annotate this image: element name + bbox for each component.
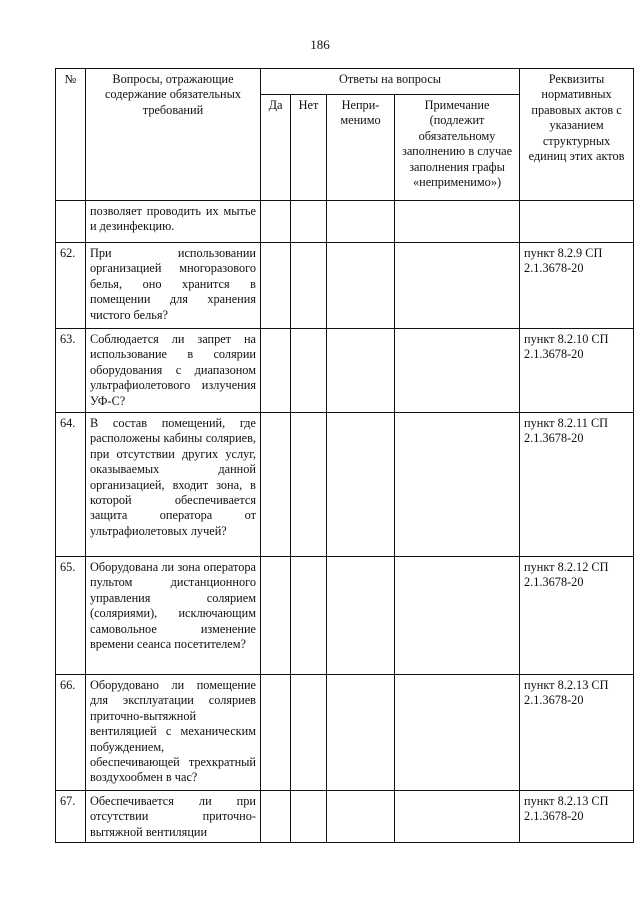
- table-row: [56, 557, 634, 675]
- row-reference: пункт 8.2.11 СП 2.1.3678-20: [520, 413, 634, 557]
- answer-no-cell: [291, 791, 327, 843]
- table-row: [56, 201, 634, 243]
- row-number: 62.: [56, 243, 86, 329]
- answer-note-cell: [395, 201, 520, 243]
- answer-note-cell: [395, 329, 520, 413]
- answer-no-cell: [291, 329, 327, 413]
- checklist-table: [55, 68, 634, 843]
- header-answers: Ответы на вопросы: [261, 69, 520, 95]
- answer-yes-cell: [261, 201, 291, 243]
- header-requisites: Реквизиты нормативных правовых актов с указанием структурных единиц этих актов: [520, 69, 634, 201]
- answer-note-cell: [395, 413, 520, 557]
- answer-na-cell: [327, 557, 395, 675]
- table-row: [56, 675, 634, 791]
- answer-na-cell: [327, 791, 395, 843]
- answer-yes-cell: [261, 557, 291, 675]
- header-questions: Вопросы, отражающие содержание обязательных требований: [86, 69, 261, 201]
- answer-yes-cell: [261, 243, 291, 329]
- page-number: 186: [310, 37, 330, 52]
- row-question: При использовании организацией многоразового белья, оно хранится в помещении для хранения чистого белья?: [86, 243, 261, 329]
- answer-yes-cell: [261, 329, 291, 413]
- answer-yes-cell: [261, 791, 291, 843]
- answer-na-cell: [327, 329, 395, 413]
- answer-na-cell: [327, 413, 395, 557]
- row-number: 64.: [56, 413, 86, 557]
- table-row: [56, 791, 634, 843]
- header-note: Примечание (подлежит обязательному заполнению в случае заполнения графы «неприменимо»): [395, 95, 520, 201]
- table-body: [56, 201, 634, 843]
- row-reference: пункт 8.2.10 СП 2.1.3678-20: [520, 329, 634, 413]
- row-reference: пункт 8.2.13 СП 2.1.3678-20: [520, 675, 634, 791]
- table-row: [56, 413, 634, 557]
- row-question: позволяет проводить их мытье и дезинфекцию.: [86, 201, 261, 243]
- row-question: Оборудована ли зона оператора пультом дистанционного управления солярием (соляриями), исключающим самовольное изменение времени сеанса посетителем?: [86, 557, 261, 675]
- row-reference: пункт 8.2.12 СП 2.1.3678-20: [520, 557, 634, 675]
- header-not-applicable: Непри- менимо: [327, 95, 395, 201]
- row-question: В состав помещений, где расположены кабины соляриев, при отсутствии других услуг, оказываемых данной организацией, входит зона, в которой обеспечивается защита оператора от ультрафиолетовых лучей?: [86, 413, 261, 557]
- header-yes: Да: [261, 95, 291, 201]
- row-number: 67.: [56, 791, 86, 843]
- table-row: [56, 243, 634, 329]
- answer-no-cell: [291, 243, 327, 329]
- answer-yes-cell: [261, 675, 291, 791]
- answer-no-cell: [291, 413, 327, 557]
- row-number: 65.: [56, 557, 86, 675]
- table-row: [56, 329, 634, 413]
- row-number: [56, 201, 86, 243]
- row-question: Оборудовано ли помещение для эксплуатации соляриев приточно-вытяжной вентиляцией с механическим побуждением, обеспечивающей трехкратный воздухообмен в час?: [86, 675, 261, 791]
- answer-na-cell: [327, 201, 395, 243]
- row-reference: пункт 8.2.13 СП 2.1.3678-20: [520, 791, 634, 843]
- answer-no-cell: [291, 675, 327, 791]
- answer-na-cell: [327, 675, 395, 791]
- row-question: Соблюдается ли запрет на использование в солярии оборудования с диапазоном ультрафиолетового излучения УФ-С?: [86, 329, 261, 413]
- header-num: №: [56, 69, 86, 201]
- row-reference: пункт 8.2.9 СП 2.1.3678-20: [520, 243, 634, 329]
- table-header: [56, 69, 634, 201]
- answer-note-cell: [395, 675, 520, 791]
- header-no: Нет: [291, 95, 327, 201]
- answer-note-cell: [395, 557, 520, 675]
- row-reference: [520, 201, 634, 243]
- row-number: 66.: [56, 675, 86, 791]
- row-number: 63.: [56, 329, 86, 413]
- answer-no-cell: [291, 557, 327, 675]
- answer-yes-cell: [261, 413, 291, 557]
- answer-note-cell: [395, 791, 520, 843]
- answer-na-cell: [327, 243, 395, 329]
- answer-no-cell: [291, 201, 327, 243]
- row-question: Обеспечивается ли при отсутствии приточно-вытяжной вентиляции: [86, 791, 261, 843]
- answer-note-cell: [395, 243, 520, 329]
